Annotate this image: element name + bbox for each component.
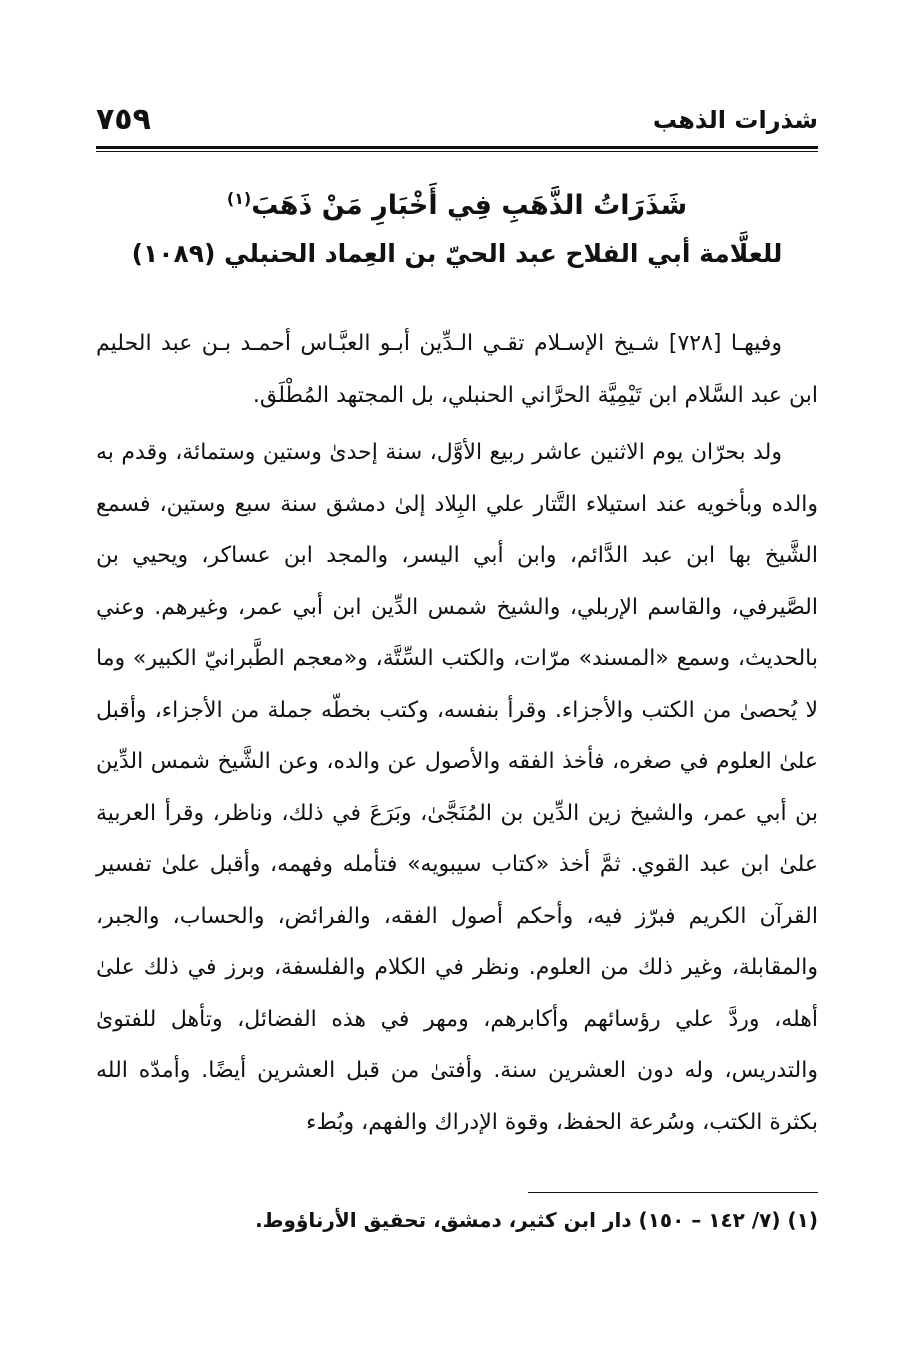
paragraph: ولد بحرّان يوم الاثنين عاشر ربيع الأوَّل، سنة إحدىٰ وستين وستمائة، وقدم به والده وبأخويه عند استيلاء التَّتار علي البِلاد إلىٰ دمشق سنة سبع وستين، فسمع الشَّيخ بها ابن عبد الدَّائم، وابن أبي اليسر، والمجد ابن عساكر، ويحيي بن الصَّيرفي، والقاسم الإربلي، والشيخ شمس الدِّين ابن أبي عمر، وغيرهم. وعني بالحديث، وسمع «المسند» مرّات، والكتب السِّتَّة، و«معجم الطَّبرانيّ الكبير» وما لا يُحصىٰ من الكتب والأجزاء. وقرأ بنفسه، وكتب بخطّه جملة من الأجزاء، وأقبل علىٰ العلوم في صغره، فأخذ الفقه والأصول عن والده، وعن الشَّيخ شمس الدِّين بن أبي عمر، والشيخ زين الدِّين بن المُنَجَّىٰ، وبَرَعَ في ذلك، وناظر، وقرأ العربية علىٰ ابن عبد القوي. ثمَّ أخذ «كتاب سيبويه» فتأمله وفهمه، وأقبل علىٰ تفسير القرآن الكريم فبرّز فيه، وأحكم أصول الفقه، والفرائض، والحساب، والجبر، والمقابلة، وغير ذلك من العلوم. ونظر في الكلام والفلسفة، وبرز في ذلك علىٰ أهله، وردَّ علي رؤسائهم وأكابرهم، ومهر في هذه الفضائل، وتأهل للفتوىٰ والتدريس، وله دون العشرين سنة. وأفتىٰ من قبل العشرين أيضًا. وأمدّه الله بكثرة الكتب، وسُرعة الحفظ، وقوة الإدراك والفهم، وبُطء [96, 440, 818, 1135]
running-title: شذرات الذهب [652, 106, 818, 134]
page-header [96, 102, 818, 146]
title-footnote-mark: (١) [226, 189, 252, 208]
heading-block [96, 176, 818, 279]
paragraph: وفيهـا [٧٢٨] شـيخ الإسـلام تقـي الـدِّين أبـو العبَّـاس أحمـد بـن عبد الحليم ابن عبد السَّلام ابن تَيْمِيَّة الحرَّاني الحنبلي، بل المجتهد المُطْلَق. [96, 331, 818, 408]
footnote: (١) (٧/ ١٤٢ – ١٥٠) دار ابن كثير، دمشق، تحقيق الأرناؤوط. [255, 1208, 818, 1232]
page-number: ٧٥٩ [96, 102, 151, 137]
body-text [96, 318, 818, 1148]
book-title-text: شَذَرَاتُ الذَّهَبِ فِي أَخْبَارِ مَنْ ذَهَبَ [251, 190, 688, 221]
book-title [96, 176, 818, 229]
footnote-divider [528, 1192, 818, 1193]
book-author: للعلَّامة أبي الفلاح عبد الحيّ بن العِماد الحنبلي (١٠٨٩) [131, 239, 783, 268]
header-divider [96, 146, 818, 152]
